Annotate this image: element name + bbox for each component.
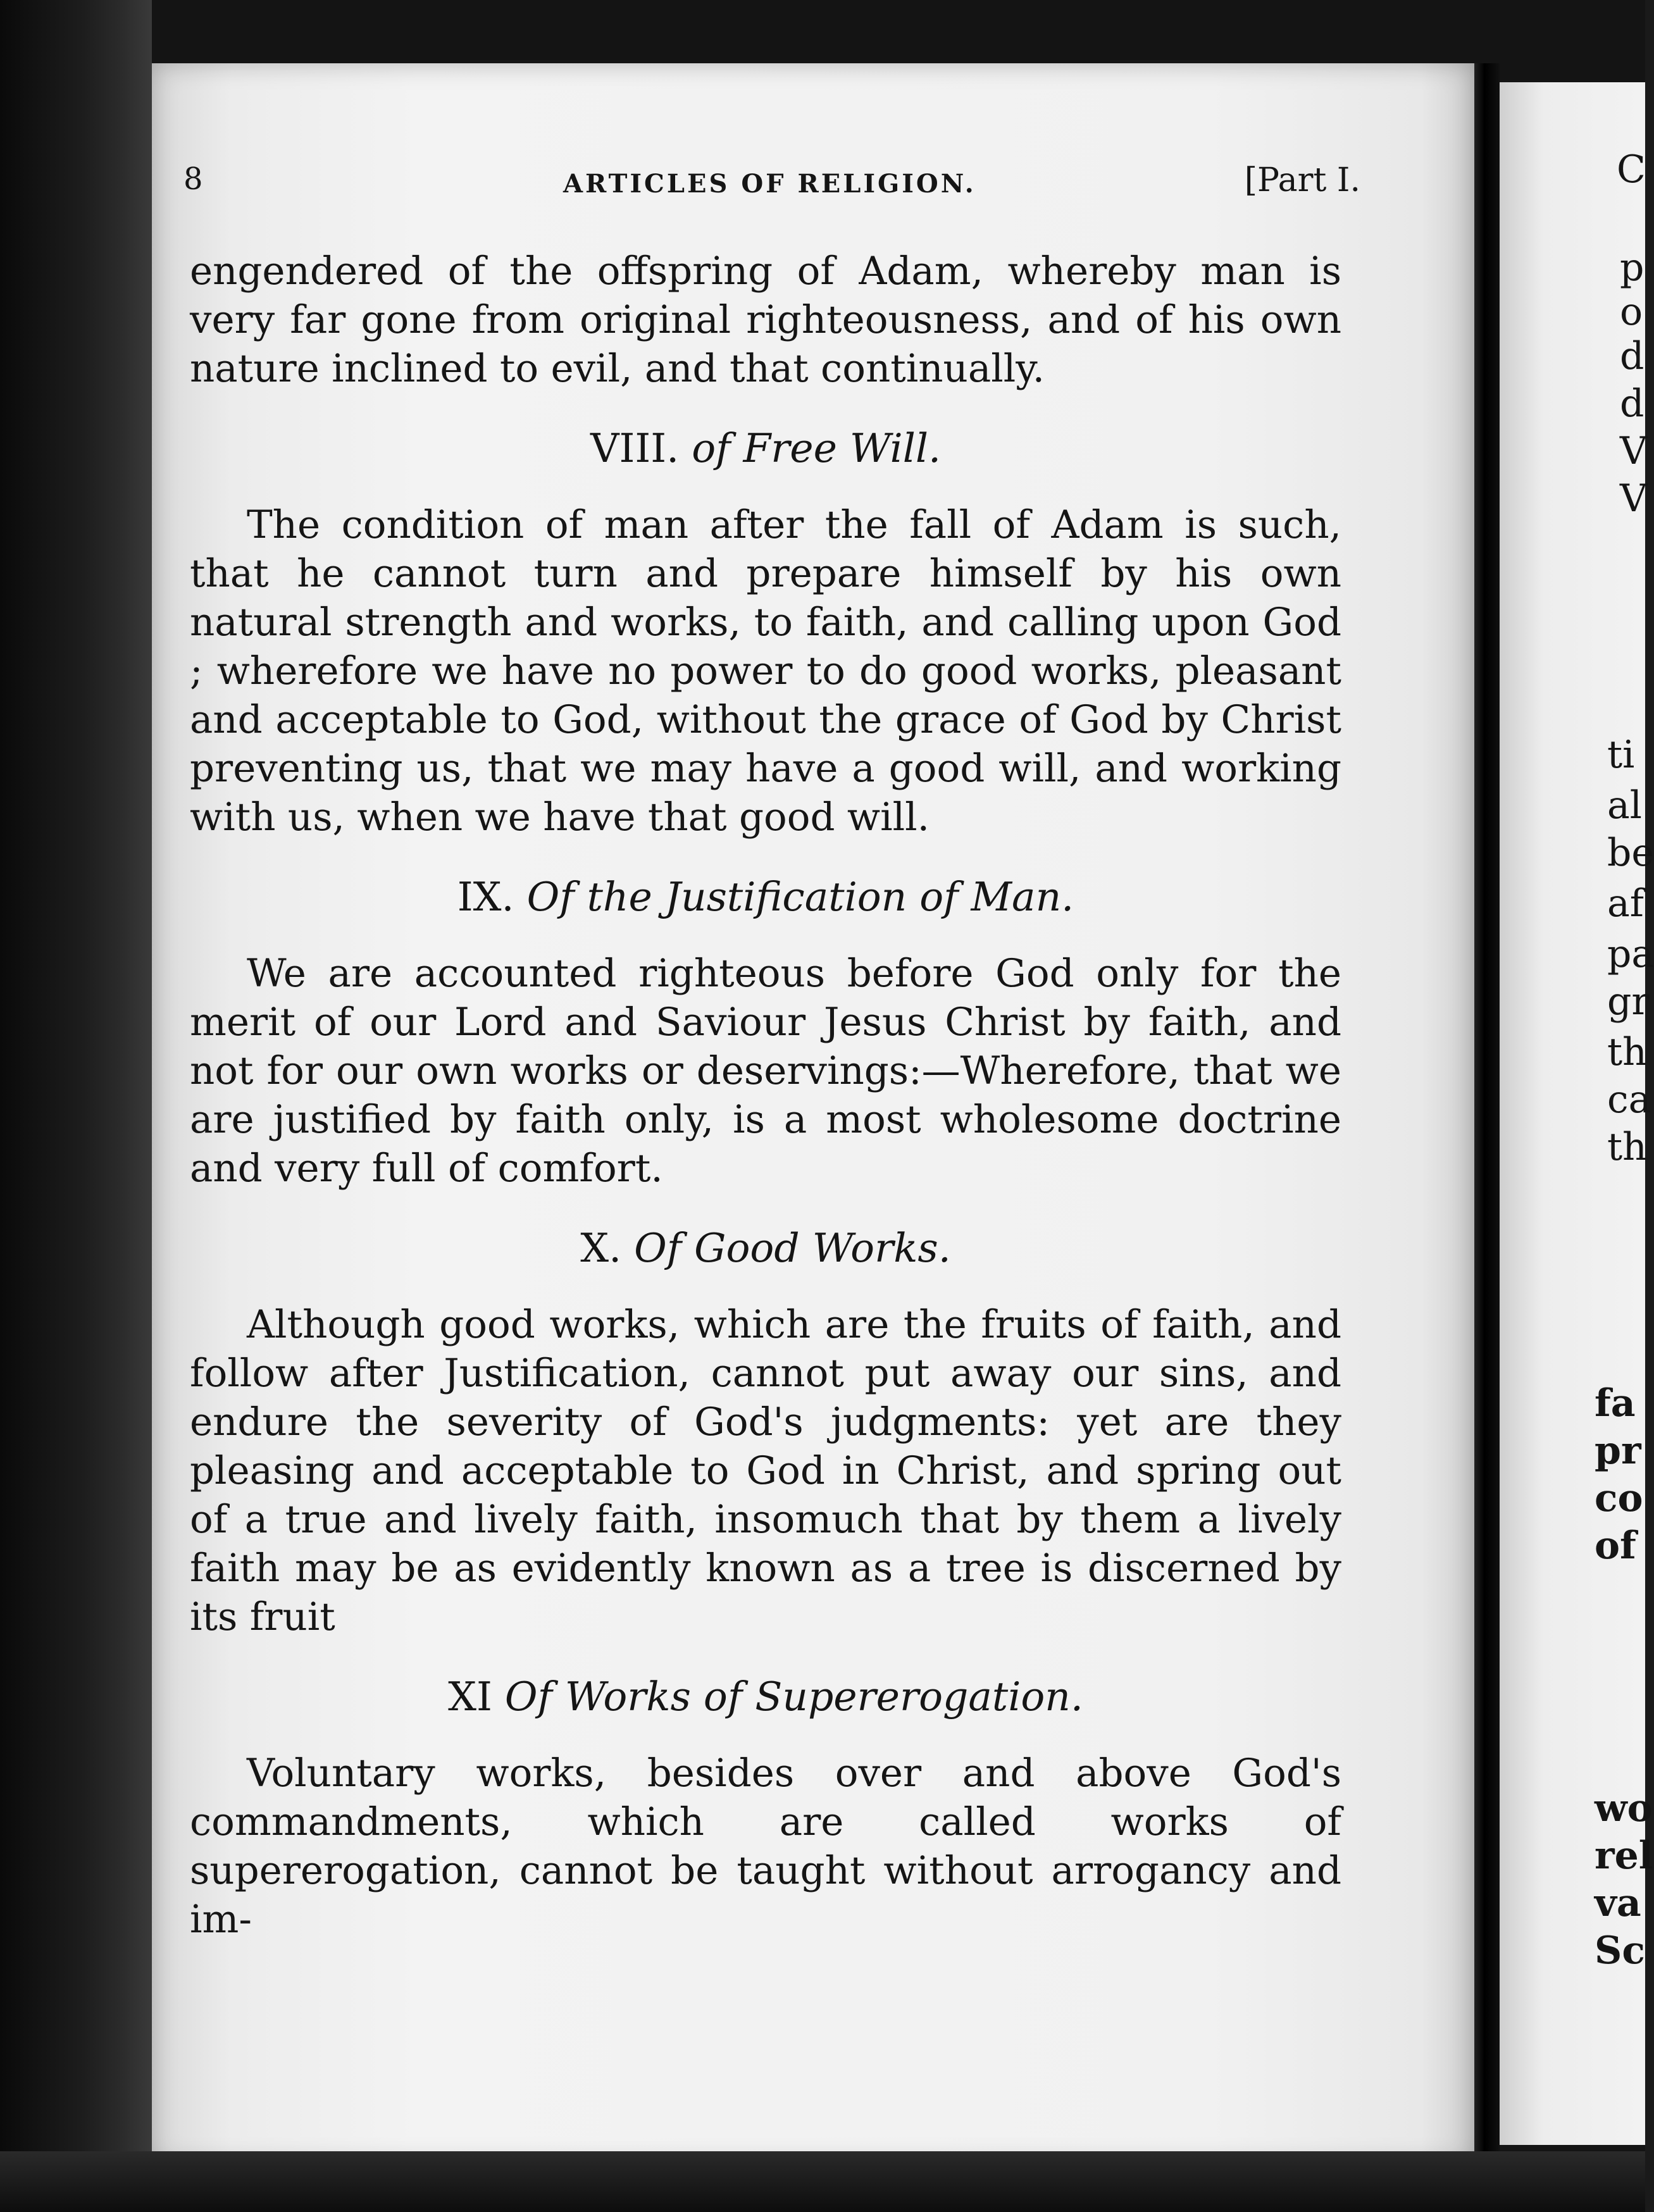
facing-fragment: al <box>1607 783 1642 828</box>
facing-fragment: th <box>1607 1030 1647 1074</box>
facing-fragment: co <box>1595 1476 1643 1520</box>
article-number: X. <box>580 1225 622 1271</box>
article-10-text: Although good works, which are the fruits of faith, and follow after Justification, cannot put away our sins, and endure the severity of God's judgments: yet are they pleasing and acceptable to God in Christ, and spring out of a true and lively faith, insomuch that by them a lively faith may be as evidently known as a tree is discerned by its fruit <box>190 1302 1341 1639</box>
facing-fragment: o <box>1620 290 1643 334</box>
book-gutter <box>1474 63 1500 2151</box>
article-title: Of Works of Supererogation. <box>504 1674 1083 1720</box>
facing-fragment: be <box>1607 831 1654 875</box>
body-text <box>190 247 1341 1944</box>
facing-fragment: d <box>1620 382 1645 426</box>
facing-fragment: wo <box>1595 1786 1653 1830</box>
article-8-text: The condition of man after the fall of Adam is such, that he cannot turn and prepare himself by his own natural strength and works, to faith, and calling upon God ; wherefore we have no power to do good works, pleasant and acceptable to God, without the grace of God by Christ preventing us, that we may have a good will, and working with us, when we have that good will. <box>190 502 1341 840</box>
part-label: [Part I. <box>1244 161 1360 199</box>
facing-fragment: ti <box>1607 733 1635 777</box>
facing-fragment: C <box>1617 147 1646 192</box>
article-8-heading <box>190 423 1341 474</box>
facing-fragment: af <box>1607 881 1644 926</box>
facing-fragment: va <box>1595 1881 1641 1925</box>
article-title: Of the Justification of Man. <box>526 874 1074 920</box>
facing-fragment: d <box>1620 334 1645 378</box>
facing-fragment: pa <box>1607 932 1654 976</box>
article-9-heading <box>190 872 1341 923</box>
facing-fragment: Sc <box>1595 1929 1645 1973</box>
running-title: ARTICLES OF RELIGION. <box>563 169 976 199</box>
facing-fragment: pr <box>1595 1429 1641 1473</box>
facing-fragment: rel <box>1595 1834 1653 1878</box>
article-7-continuation: engendered of the offspring of Adam, whereby man is very far gone from original righteousness, and of his own nature inclined to evil, and that continually. <box>190 249 1341 391</box>
article-9-text: We are accounted righteous before God only for the merit of our Lord and Saviour Jesus Christ by faith, and not for our own works or deservings:—Wherefore, that we are justified by faith only, is a most wholesome doctrine and very full of comfort. <box>190 951 1341 1191</box>
article-11-heading <box>190 1672 1341 1722</box>
facing-fragment: ca <box>1607 1078 1651 1122</box>
article-11-text: Voluntary works, besides over and above God's commandments, which are called works of supererogation, cannot be taught without arrogancy and im- <box>190 1751 1341 1942</box>
article-title: of Free Will. <box>692 425 942 471</box>
scanner-margin <box>0 0 152 2212</box>
page-number: 8 <box>183 161 203 197</box>
article-number: IX. <box>457 874 514 920</box>
facing-fragment: V <box>1620 476 1648 521</box>
article-10-heading <box>190 1223 1341 1274</box>
facing-fragment: th <box>1607 1125 1647 1169</box>
facing-fragment: p <box>1620 245 1645 290</box>
facing-fragment: gr <box>1607 979 1650 1024</box>
facing-fragment: fa <box>1595 1381 1636 1426</box>
scanner-bottom-edge <box>0 2151 1645 2212</box>
article-number: VIII. <box>590 425 680 471</box>
running-head <box>183 161 1360 212</box>
article-number: XI <box>448 1674 492 1720</box>
article-title: Of Good Works. <box>634 1225 951 1271</box>
facing-fragment: of <box>1595 1524 1636 1568</box>
facing-fragment: V <box>1620 429 1648 473</box>
